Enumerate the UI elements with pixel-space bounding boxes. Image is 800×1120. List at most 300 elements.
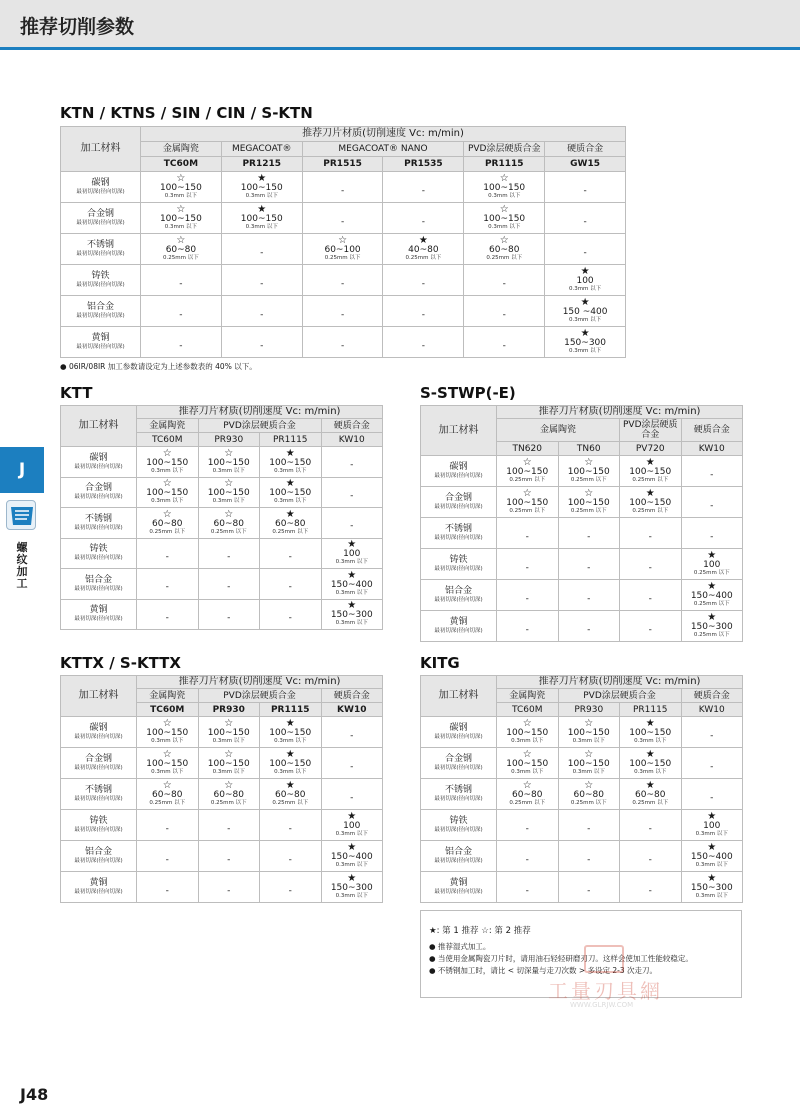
not-applicable: - xyxy=(583,216,587,227)
cutting-speed: 60~80 xyxy=(213,790,244,800)
data-cell xyxy=(260,538,322,569)
grade-group-header: 硬质合金 xyxy=(545,142,626,157)
material-name: 黄铜 xyxy=(89,605,108,616)
first-recommend-icon: ★ xyxy=(285,718,295,729)
cutting-depth: 0.25mm 以下 xyxy=(324,255,361,261)
material-cell xyxy=(421,717,497,748)
cutting-speed: 150~400 xyxy=(330,579,373,590)
data-cell xyxy=(558,487,620,518)
not-applicable: - xyxy=(288,551,292,562)
not-applicable: - xyxy=(525,531,529,542)
data-cell xyxy=(321,841,383,872)
data-cell xyxy=(620,717,682,748)
data-cell xyxy=(137,599,199,630)
data-cell xyxy=(198,477,260,508)
not-applicable: - xyxy=(227,854,231,865)
data-cell xyxy=(383,203,464,234)
cutting-speed: 60~100 xyxy=(324,245,361,255)
second-recommend-icon: ☆ xyxy=(338,235,348,246)
material-note: 最初切深(径向切深) xyxy=(76,251,125,257)
grade-header: GW15 xyxy=(545,157,626,172)
data-cell xyxy=(681,549,743,580)
cutting-depth: 0.3mm 以下 xyxy=(568,348,602,354)
data-cell xyxy=(260,477,322,508)
data-cell xyxy=(620,872,682,903)
grade-header: TC60M xyxy=(497,703,559,717)
second-recommend-icon: ☆ xyxy=(224,508,234,520)
data-cell xyxy=(681,779,743,810)
material-cell xyxy=(421,549,497,580)
material-name: 铸铁 xyxy=(89,544,108,555)
not-applicable: - xyxy=(710,761,714,772)
not-applicable: - xyxy=(587,562,591,573)
cutting-table-ktn xyxy=(60,126,626,358)
not-applicable: - xyxy=(350,792,354,803)
grade-header: KW10 xyxy=(321,703,383,717)
data-cell xyxy=(464,327,545,358)
cutting-speed: 100~150 xyxy=(483,183,526,193)
data-cell xyxy=(620,841,682,872)
data-cell xyxy=(198,717,260,748)
material-note: 最初切深(径向切深) xyxy=(76,189,125,195)
second-recommend-icon: ☆ xyxy=(224,447,234,459)
first-recommend-icon: ★ xyxy=(285,749,295,760)
grade-header: PR1515 xyxy=(302,157,383,172)
data-cell xyxy=(260,447,322,478)
cutting-speed: 100~150 xyxy=(506,498,549,508)
data-cell xyxy=(221,172,302,203)
cutting-speed: 150~300 xyxy=(564,338,607,348)
first-recommend-icon: ★ xyxy=(707,550,717,561)
grade-group-header: 硬质合金 xyxy=(321,689,383,703)
data-cell xyxy=(620,456,682,487)
data-cell xyxy=(545,234,626,265)
not-applicable: - xyxy=(587,885,591,896)
cutting-depth: 0.25mm 以下 xyxy=(163,255,199,261)
data-cell xyxy=(558,717,620,748)
cutting-speed: 100~150 xyxy=(146,728,189,738)
first-recommend-icon: ★ xyxy=(257,173,267,184)
not-applicable: - xyxy=(648,593,652,604)
material-cell xyxy=(61,327,141,358)
not-applicable: - xyxy=(288,582,292,593)
legend-note: ● 不锈钢加工时，请比 < 切深量与走刀次数 > 多设定 2-3 次走刀。 xyxy=(429,966,658,975)
cutting-depth: 0.3mm 以下 xyxy=(695,893,728,899)
not-applicable: - xyxy=(502,309,506,320)
cutting-speed: 60~80 xyxy=(213,518,244,529)
grade-group-header: 硬质合金 xyxy=(681,419,743,442)
data-cell xyxy=(497,872,559,903)
data-cell xyxy=(141,203,222,234)
grade-header: PR1115 xyxy=(464,157,545,172)
data-cell xyxy=(221,203,302,234)
first-recommend-icon: ★ xyxy=(347,600,357,612)
cutting-depth: 0.25mm 以下 xyxy=(405,255,442,261)
cutting-speed: 100~150 xyxy=(207,728,250,738)
grade-header: PV720 xyxy=(620,442,682,456)
cutting-speed: 100~150 xyxy=(629,728,672,738)
not-applicable: - xyxy=(421,216,426,227)
material-name: 黄铜 xyxy=(89,878,108,888)
material-cell xyxy=(61,538,137,569)
recommend-header: 推荐刀片材质(切削速度 Vc: m/min) xyxy=(141,127,626,142)
first-recommend-icon: ★ xyxy=(645,457,655,468)
not-applicable: - xyxy=(648,562,652,573)
material-name: 黄铜 xyxy=(449,617,468,627)
material-cell xyxy=(421,487,497,518)
data-cell xyxy=(198,569,260,600)
material-name: 不锈钢 xyxy=(84,785,112,795)
second-recommend-icon: ☆ xyxy=(522,457,532,468)
cutting-depth: 0.3mm 以下 xyxy=(511,738,544,744)
data-cell xyxy=(464,234,545,265)
cutting-speed: 60~80 xyxy=(512,790,543,800)
material-note: 最初切深(径向切深) xyxy=(76,313,125,319)
corner-header: 加工材料 xyxy=(421,406,497,456)
material-name: 铸铁 xyxy=(449,555,468,565)
grade-group-header: PVD涂层硬质合金 xyxy=(198,689,321,703)
not-applicable: - xyxy=(587,823,591,834)
data-cell xyxy=(137,717,199,748)
not-applicable: - xyxy=(587,854,591,865)
grade-group-header: MEGACOAT® xyxy=(221,142,302,157)
material-note: 最初切深(径向切深) xyxy=(434,765,483,771)
data-cell xyxy=(141,327,222,358)
cutting-speed: 100~150 xyxy=(506,759,549,769)
cutting-speed: 100 xyxy=(703,560,721,570)
data-cell xyxy=(497,841,559,872)
data-cell xyxy=(558,518,620,549)
table-row xyxy=(61,569,383,600)
section-title-ktn: KTN / KTNS / SIN / CIN / S-KTN xyxy=(60,104,313,122)
grade-header: TC60M xyxy=(137,703,199,717)
material-cell xyxy=(61,810,137,841)
not-applicable: - xyxy=(710,500,714,511)
data-cell xyxy=(321,599,383,630)
not-applicable: - xyxy=(587,531,591,542)
material-cell xyxy=(421,748,497,779)
cutting-depth: 0.25mm 以下 xyxy=(486,255,523,261)
not-applicable: - xyxy=(227,551,231,562)
corner-header: 加工材料 xyxy=(61,127,141,172)
data-cell xyxy=(260,717,322,748)
material-cell xyxy=(61,508,137,539)
cutting-speed: 100~150 xyxy=(207,759,250,769)
cutting-speed: 60~80 xyxy=(152,518,183,529)
material-cell xyxy=(61,447,137,478)
grade-header: TN620 xyxy=(497,442,559,456)
not-applicable: - xyxy=(179,278,183,289)
data-cell xyxy=(302,296,383,327)
cutting-speed: 60~80 xyxy=(573,790,604,800)
data-cell xyxy=(260,841,322,872)
cutting-depth: 0.25mm 以下 xyxy=(693,570,730,576)
data-cell xyxy=(681,487,743,518)
material-name: 合金钢 xyxy=(84,483,112,494)
cutting-speed: 150~400 xyxy=(690,591,733,601)
cutting-depth: 0.25mm 以下 xyxy=(149,528,186,535)
cutting-speed: 100~150 xyxy=(240,214,283,224)
not-applicable: - xyxy=(421,309,426,320)
cutting-speed: 100 xyxy=(576,276,594,286)
first-recommend-icon: ★ xyxy=(707,811,717,822)
data-cell xyxy=(137,447,199,478)
cutting-speed: 100~150 xyxy=(146,488,189,499)
cutting-depth: 0.3mm 以下 xyxy=(274,738,307,744)
grade-group-header: PVD涂层硬质合金 xyxy=(558,689,681,703)
data-cell xyxy=(558,580,620,611)
not-applicable: - xyxy=(227,582,231,593)
data-cell xyxy=(321,872,383,903)
first-recommend-icon: ★ xyxy=(707,842,717,853)
table-row xyxy=(61,172,626,203)
data-cell xyxy=(260,508,322,539)
data-cell xyxy=(497,487,559,518)
not-applicable: - xyxy=(340,309,345,320)
material-cell xyxy=(61,265,141,296)
cutting-speed: 150~300 xyxy=(330,883,373,893)
page-title: 推荐切削参数 xyxy=(20,16,135,38)
cutting-speed: 100 xyxy=(343,821,361,831)
data-cell xyxy=(198,779,260,810)
material-note: 最初切深(径向切深) xyxy=(74,585,123,592)
material-note: 最初切深(径向切深) xyxy=(434,628,483,634)
cutting-depth: 0.3mm 以下 xyxy=(572,769,605,775)
second-recommend-icon: ☆ xyxy=(584,718,594,729)
first-recommend-icon: ★ xyxy=(645,488,655,499)
cutting-speed: 100~150 xyxy=(159,214,202,224)
table-row xyxy=(61,327,626,358)
cutting-depth: 0.3mm 以下 xyxy=(245,193,278,199)
table-row xyxy=(61,810,383,841)
corner-header: 加工材料 xyxy=(61,406,137,447)
data-cell xyxy=(620,518,682,549)
second-recommend-icon: ☆ xyxy=(162,718,172,729)
not-applicable: - xyxy=(648,531,652,542)
not-applicable: - xyxy=(165,885,169,896)
cutting-speed: 100~150 xyxy=(240,183,283,193)
legend-main: ★: 第 1 推荐 ☆: 第 2 推荐 xyxy=(429,926,531,936)
data-cell xyxy=(545,203,626,234)
cutting-depth: 0.25mm 以下 xyxy=(632,800,669,806)
data-cell xyxy=(141,296,222,327)
data-cell xyxy=(545,265,626,296)
grade-group-header: 金属陶瓷 xyxy=(497,419,620,442)
second-recommend-icon: ☆ xyxy=(584,780,594,791)
material-note: 最初切深(径向切深) xyxy=(76,220,125,226)
not-applicable: - xyxy=(165,854,169,865)
cutting-depth: 0.3mm 以下 xyxy=(245,224,278,230)
material-cell xyxy=(61,717,137,748)
material-cell xyxy=(421,580,497,611)
data-cell xyxy=(141,172,222,203)
not-applicable: - xyxy=(502,278,506,289)
cutting-depth: 0.25mm 以下 xyxy=(210,800,247,806)
data-cell xyxy=(497,549,559,580)
threading-icon xyxy=(6,500,36,530)
second-recommend-icon: ☆ xyxy=(584,488,594,499)
second-recommend-icon: ☆ xyxy=(224,749,234,760)
first-recommend-icon: ★ xyxy=(285,478,295,490)
not-applicable: - xyxy=(340,185,345,196)
corner-header: 加工材料 xyxy=(61,676,137,717)
cutting-speed: 60~80 xyxy=(165,245,197,255)
data-cell xyxy=(545,172,626,203)
not-applicable: - xyxy=(260,340,264,351)
not-applicable: - xyxy=(288,885,292,896)
first-recommend-icon: ★ xyxy=(580,328,590,339)
material-note: 最初切深(径向切深) xyxy=(76,282,125,288)
data-cell xyxy=(260,872,322,903)
cutting-depth: 0.25mm 以下 xyxy=(693,601,730,607)
material-name: 铝合金 xyxy=(84,847,112,857)
data-cell xyxy=(497,810,559,841)
cutting-depth: 0.3mm 以下 xyxy=(634,769,667,775)
second-recommend-icon: ☆ xyxy=(162,447,172,459)
not-applicable: - xyxy=(179,340,183,351)
first-recommend-icon: ★ xyxy=(645,718,655,729)
cutting-depth: 0.3mm 以下 xyxy=(212,498,245,505)
data-cell xyxy=(260,779,322,810)
cutting-depth: 0.3mm 以下 xyxy=(274,769,307,775)
cutting-speed: 100 xyxy=(343,549,361,560)
grade-header: PR1215 xyxy=(221,157,302,172)
material-cell xyxy=(61,748,137,779)
data-cell xyxy=(137,810,199,841)
data-cell xyxy=(620,779,682,810)
not-applicable: - xyxy=(525,885,529,896)
first-recommend-icon: ★ xyxy=(707,873,717,884)
first-recommend-icon: ★ xyxy=(347,842,357,853)
material-cell xyxy=(61,779,137,810)
first-recommend-icon: ★ xyxy=(645,749,655,760)
not-applicable: - xyxy=(421,185,426,196)
data-cell xyxy=(260,599,322,630)
material-name: 合金钢 xyxy=(84,754,112,764)
first-recommend-icon: ★ xyxy=(347,539,357,551)
grade-header: KW10 xyxy=(681,442,743,456)
material-name: 不锈钢 xyxy=(444,524,472,534)
second-recommend-icon: ☆ xyxy=(499,173,509,184)
data-cell xyxy=(620,580,682,611)
first-recommend-icon: ★ xyxy=(285,508,295,520)
material-cell xyxy=(421,841,497,872)
material-name: 碳钢 xyxy=(449,462,468,472)
table-row xyxy=(61,296,626,327)
cutting-speed: 100~150 xyxy=(159,183,202,193)
cutting-depth: 0.3mm 以下 xyxy=(634,738,667,744)
data-cell xyxy=(620,810,682,841)
cutting-depth: 0.3mm 以下 xyxy=(695,862,728,868)
material-note: 最初切深(径向切深) xyxy=(74,734,123,740)
table-row xyxy=(61,203,626,234)
material-note: 最初切深(径向切深) xyxy=(74,555,123,562)
material-cell xyxy=(421,779,497,810)
material-name: 合金钢 xyxy=(444,493,472,503)
data-cell xyxy=(302,203,383,234)
material-note: 最初切深(径向切深) xyxy=(74,463,123,470)
cutting-depth: 0.3mm 以下 xyxy=(274,467,307,474)
material-name: 碳钢 xyxy=(91,178,110,188)
cutting-speed: 100~150 xyxy=(629,498,672,508)
data-cell xyxy=(221,234,302,265)
cutting-depth: 0.3mm 以下 xyxy=(335,893,368,899)
corner-header: 加工材料 xyxy=(421,676,497,717)
cutting-speed: 100~150 xyxy=(146,759,189,769)
cutting-speed: 150~300 xyxy=(690,622,733,632)
data-cell xyxy=(321,717,383,748)
grade-header: PR930 xyxy=(198,703,260,717)
table-row xyxy=(421,549,743,580)
first-recommend-icon: ★ xyxy=(580,266,590,277)
material-name: 黄铜 xyxy=(91,333,110,343)
material-cell xyxy=(421,518,497,549)
data-cell xyxy=(137,477,199,508)
second-recommend-icon: ☆ xyxy=(224,780,234,791)
material-name: 合金钢 xyxy=(86,209,114,219)
data-cell xyxy=(558,779,620,810)
cutting-speed: 60~80 xyxy=(275,790,306,800)
section-title-kitg: KITG xyxy=(420,654,460,672)
grade-header: PR1115 xyxy=(620,703,682,717)
watermark-text: 工量刃具網 xyxy=(548,979,663,1003)
data-cell xyxy=(383,172,464,203)
first-recommend-icon: ★ xyxy=(257,204,267,215)
cutting-speed: 100~150 xyxy=(629,467,672,477)
data-cell xyxy=(558,549,620,580)
material-note: 最初切深(径向切深) xyxy=(74,494,123,501)
cutting-depth: 0.3mm 以下 xyxy=(568,317,602,323)
cutting-depth: 0.3mm 以下 xyxy=(695,831,728,837)
cutting-table-kttx xyxy=(60,675,383,903)
table-row xyxy=(421,456,743,487)
grade-group-header: MEGACOAT® NANO xyxy=(302,142,464,157)
not-applicable: - xyxy=(525,854,529,865)
data-cell xyxy=(137,508,199,539)
data-cell xyxy=(302,234,383,265)
second-recommend-icon: ☆ xyxy=(584,457,594,468)
data-cell xyxy=(198,841,260,872)
not-applicable: - xyxy=(648,823,652,834)
cutting-depth: 0.3mm 以下 xyxy=(151,738,184,744)
material-name: 不锈钢 xyxy=(84,513,112,524)
material-cell xyxy=(421,611,497,642)
cutting-speed: 150 ~400 xyxy=(562,307,608,317)
not-applicable: - xyxy=(260,247,264,258)
not-applicable: - xyxy=(288,612,292,623)
not-applicable: - xyxy=(260,278,264,289)
not-applicable: - xyxy=(525,593,529,604)
cutting-depth: 0.25mm 以下 xyxy=(570,800,607,806)
data-cell xyxy=(302,265,383,296)
cutting-speed: 100~150 xyxy=(269,728,312,738)
not-applicable: - xyxy=(502,340,506,351)
material-cell xyxy=(421,456,497,487)
material-note: 最初切深(径向切深) xyxy=(434,566,483,572)
table-row xyxy=(61,779,383,810)
grade-group-header: PVD涂层硬质合金 xyxy=(620,419,682,442)
table-row xyxy=(61,508,383,539)
second-recommend-icon: ☆ xyxy=(162,749,172,760)
material-note: 最初切深(径向切深) xyxy=(74,858,123,864)
data-cell xyxy=(141,265,222,296)
second-recommend-icon: ☆ xyxy=(522,718,532,729)
cutting-speed: 100~150 xyxy=(567,467,610,477)
cutting-depth: 0.3mm 以下 xyxy=(164,193,198,199)
material-note: 最初切深(径向切深) xyxy=(74,524,123,531)
table-row xyxy=(61,748,383,779)
first-recommend-icon: ★ xyxy=(707,581,717,592)
